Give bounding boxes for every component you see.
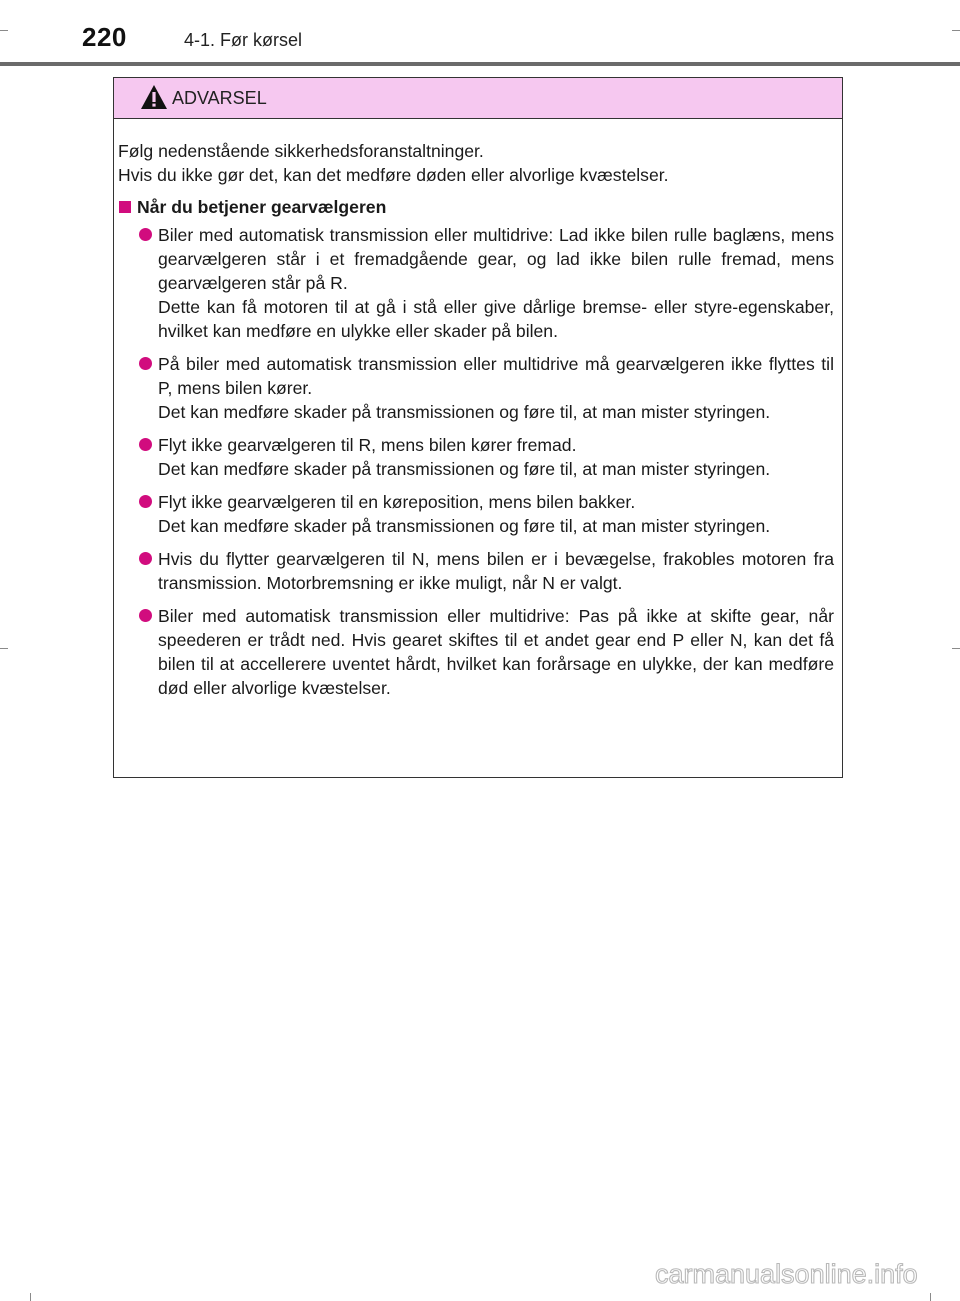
bullet-text: Det kan medføre skader på transmissionen og føre til, at man mister styringen. xyxy=(158,516,771,536)
header-divider xyxy=(0,62,960,66)
bullet-text: Biler med automatisk transmission eller multidrive: Pas på ikke at skifte gear, når speederen er trådt ned. Hvis gearet skiftes til et andet gear end P eller N, kan det få bilen til at accellerere uventet hårdt, hvilket kan forårsage en ulykke, der kan medføre død eller alvorlige kvæstelser. xyxy=(158,606,834,698)
crop-mark xyxy=(30,1293,31,1301)
list-item xyxy=(118,433,834,481)
list-item xyxy=(118,352,834,424)
warning-body xyxy=(114,119,842,700)
subheading xyxy=(118,195,834,219)
warning-triangle-icon xyxy=(140,84,168,110)
subheading-text: Når du betjener gearvælgeren xyxy=(137,197,387,217)
warning-box xyxy=(113,77,843,778)
page-header xyxy=(0,0,960,66)
crop-mark xyxy=(930,1293,931,1301)
section-title: 4-1. Før kørsel xyxy=(184,30,303,50)
crop-mark xyxy=(0,648,8,649)
watermark-text: carmanualsonline.info xyxy=(655,1259,918,1289)
list-item xyxy=(118,547,834,595)
bullet-text: Det kan medføre skader på transmissionen og føre til, at man mister styringen. xyxy=(158,459,771,479)
bullet-dot-icon xyxy=(139,357,152,370)
bullet-dot-icon xyxy=(139,228,152,241)
list-item xyxy=(118,490,834,538)
list-item xyxy=(118,223,834,343)
bullet-text: Det kan medføre skader på transmissionen og føre til, at man mister styringen. xyxy=(158,402,771,422)
warning-intro xyxy=(118,139,834,187)
bullet-dot-icon xyxy=(139,609,152,622)
intro-line: Hvis du ikke gør det, kan det medføre døden eller alvorlige kvæstelser. xyxy=(118,165,669,185)
bullet-text: Hvis du flytter gearvælgeren til N, mens bilen er i bevægelse, frakobles motoren fra transmission. Motorbremsning er ikke muligt, når N er valgt. xyxy=(158,549,834,593)
bullet-text: Dette kan få motoren til at gå i stå eller give dårlige bremse- eller styre-egenskaber, hvilket kan medføre en ulykke eller skader på bilen. xyxy=(158,297,834,341)
watermark xyxy=(654,1252,954,1294)
bullet-text: På biler med automatisk transmission eller multidrive må gearvælgeren ikke flyttes til P, mens bilen kører. xyxy=(158,354,834,398)
bullet-text: Flyt ikke gearvælgeren til en køreposition, mens bilen bakker. xyxy=(158,492,636,512)
list-item xyxy=(118,604,834,700)
intro-line: Følg nedenstående sikkerhedsforanstaltninger. xyxy=(118,141,484,161)
bullet-dot-icon xyxy=(139,438,152,451)
page-number: 220 xyxy=(82,22,127,52)
bullet-text: Biler med automatisk transmission eller multidrive: Lad ikke bilen rulle baglæns, mens gearvælgeren står i et fremadgående gear, og lad ikke bilen rulle fremad, mens gearvælgeren står på R. xyxy=(158,225,834,293)
bullet-dot-icon xyxy=(139,495,152,508)
warning-header xyxy=(114,78,842,119)
bullet-text: Flyt ikke gearvælgeren til R, mens bilen kører fremad. xyxy=(158,435,577,455)
crop-mark xyxy=(952,648,960,649)
bullet-list xyxy=(118,223,834,700)
warning-title: ADVARSEL xyxy=(172,88,267,108)
square-marker-icon xyxy=(119,201,131,213)
bullet-dot-icon xyxy=(139,552,152,565)
